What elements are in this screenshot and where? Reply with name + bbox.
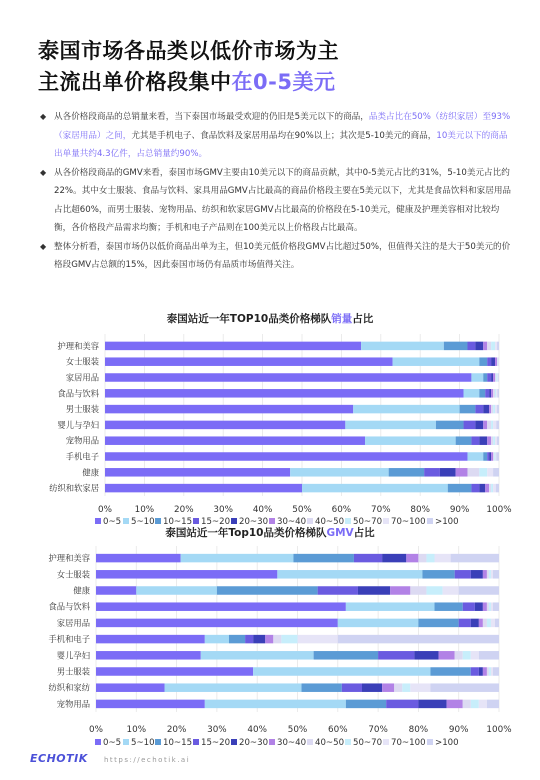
bar-segment-9 <box>497 436 499 445</box>
bar-segment-3 <box>467 342 475 351</box>
bar-segment-4 <box>475 342 483 351</box>
bar-segment-7 <box>281 635 297 644</box>
bar-segment-5 <box>485 484 489 493</box>
title-highlight: 在0-5美元 <box>231 70 336 94</box>
bar-segment-7 <box>463 651 471 660</box>
bar-segment-0 <box>96 667 253 676</box>
x-tick-label: 100% <box>486 725 512 735</box>
x-tick-label: 40% <box>247 725 267 735</box>
bar-segment-3 <box>455 570 471 579</box>
bar-segment-2 <box>293 554 353 563</box>
bullet-paragraph <box>40 238 512 275</box>
legend-swatch <box>231 739 237 745</box>
bar-segment-3 <box>386 700 418 709</box>
legend-label: 40~50 <box>315 738 345 748</box>
bar-segment-5 <box>390 586 410 595</box>
bar-segment-6 <box>487 570 489 579</box>
bar-segment-5 <box>483 421 487 430</box>
legend-label: 0~5 <box>103 517 122 527</box>
title-line-2: 主流出单价格段集中 <box>38 70 232 94</box>
x-tick-label: 80% <box>408 725 429 735</box>
bullet-paragraph <box>40 108 512 164</box>
bar-segment-3 <box>487 357 491 366</box>
bar-segment-4 <box>489 389 491 398</box>
legend-swatch <box>307 739 313 745</box>
bar-segment-0 <box>105 421 345 430</box>
bar-segment-1 <box>365 436 456 445</box>
bar-segment-2 <box>436 421 464 430</box>
bar-segment-7 <box>493 405 495 414</box>
bar-segment-2 <box>418 619 458 628</box>
brand-logo: ECHOTIK <box>30 752 88 765</box>
category-label: 护理和美容 <box>57 340 99 351</box>
category-label: 纺织和软家居 <box>49 483 99 494</box>
title-line-1: 泰国市场各品类以低价市场为主 <box>38 39 339 63</box>
bar-segment-6 <box>394 683 402 692</box>
category-label: 纺织和家纺 <box>48 682 90 693</box>
bar-segment-6 <box>491 436 493 445</box>
bar-segment-3 <box>459 619 471 628</box>
bullet-text: 整体分析看，泰国市场仍以低价商品出单为主，但10美元低价格段GMV占比超过50%，但值得关注的是大于50美元的价格段GMV占总额的15%，因此泰国市场仍有品质市场值得关注。 <box>54 241 511 270</box>
bar-segment-9 <box>496 421 499 430</box>
bullet-marker: ◆ <box>40 167 47 177</box>
footer-url: https://echotik.ai <box>104 756 191 764</box>
bar-segment-0 <box>96 570 277 579</box>
bar-segment-6 <box>489 484 491 493</box>
bar-segment-8 <box>491 619 495 628</box>
bar-segment-0 <box>96 683 165 692</box>
legend-label: 5~10 <box>131 517 155 527</box>
legend-label: 0~5 <box>103 738 122 748</box>
x-tick-label: 100% <box>486 505 512 515</box>
bar-segment-2 <box>460 405 476 414</box>
bar-segment-0 <box>105 484 302 493</box>
bar-segment-4 <box>479 667 483 676</box>
bar-segment-2 <box>229 635 245 644</box>
bar-segment-9 <box>495 619 499 628</box>
bar-segment-4 <box>440 468 456 477</box>
bar-segment-1 <box>253 667 430 676</box>
category-label: 男士服装 <box>56 666 90 677</box>
bar-segment-3 <box>471 667 479 676</box>
bar-segment-0 <box>105 436 365 445</box>
legend-label: 20~30 <box>239 517 269 527</box>
bar-segment-9 <box>497 405 499 414</box>
bar-segment-8 <box>495 436 497 445</box>
bar-segment-3 <box>487 452 489 461</box>
bar-segment-9 <box>498 373 499 382</box>
bar-segment-1 <box>302 484 448 493</box>
bullet-highlight-text: 10美元以下的商品出单量共约4.3亿件，占总销量约90%。 <box>54 130 508 159</box>
category-label: 健康 <box>73 585 90 596</box>
bar-segment-5 <box>406 554 418 563</box>
bar-segment-0 <box>105 468 290 477</box>
bar-segment-5 <box>456 468 468 477</box>
bar-segment-4 <box>479 436 487 445</box>
bar-segment-4 <box>358 586 390 595</box>
bar-segment-0 <box>105 357 393 366</box>
bar-segment-3 <box>464 421 476 430</box>
bar-segment-2 <box>430 667 470 676</box>
bar-segment-0 <box>105 373 471 382</box>
bar-segment-4 <box>475 421 483 430</box>
legend-label: 10~15 <box>163 517 193 527</box>
bar-segment-2 <box>444 342 468 351</box>
bar-segment-5 <box>479 619 483 628</box>
bar-segment-3 <box>318 586 358 595</box>
bar-segment-9 <box>493 667 499 676</box>
bar-segment-5 <box>382 683 394 692</box>
bar-segment-4 <box>471 619 479 628</box>
bar-segment-0 <box>105 389 464 398</box>
legend-label: 10~15 <box>163 738 193 748</box>
bar-segment-8 <box>493 484 496 493</box>
bar-segment-6 <box>493 452 494 461</box>
bar-segment-8 <box>298 635 338 644</box>
bar-segment-5 <box>487 436 491 445</box>
bar-segment-7 <box>402 683 410 692</box>
bar-segment-5 <box>493 373 495 382</box>
bullet-marker: ◆ <box>40 112 47 121</box>
bar-segment-0 <box>96 635 205 644</box>
bar-segment-6 <box>467 468 479 477</box>
bar-segment-3 <box>378 651 414 660</box>
bar-segment-8 <box>495 342 497 351</box>
bar-segment-2 <box>483 373 487 382</box>
legend-swatch <box>95 739 101 745</box>
x-tick-label: 10% <box>134 505 155 515</box>
bar-segment-2 <box>479 357 487 366</box>
bar-segment-8 <box>491 570 493 579</box>
bar-segment-5 <box>495 357 497 366</box>
bullet-paragraph <box>40 164 512 238</box>
bar-segment-9 <box>493 602 499 611</box>
bar-segment-1 <box>136 586 217 595</box>
category-label: 健康 <box>82 467 99 478</box>
bar-segment-1 <box>205 635 229 644</box>
x-tick-label: 0% <box>89 725 103 735</box>
bar-segment-8 <box>495 405 497 414</box>
bar-segment-3 <box>245 635 253 644</box>
bar-segment-3 <box>354 554 382 563</box>
bar-segment-0 <box>96 700 205 709</box>
category-label: 男士服装 <box>65 404 99 415</box>
x-tick-label: 90% <box>448 725 469 735</box>
x-tick-label: 0% <box>98 505 112 515</box>
category-label: 女士服装 <box>65 356 99 367</box>
chart-title-highlight: 销量 <box>331 313 353 325</box>
bar-segment-1 <box>471 373 483 382</box>
category-label: 家居用品 <box>56 617 90 628</box>
bar-segment-9 <box>496 484 499 493</box>
bar-segment-9 <box>497 342 499 351</box>
category-label: 女士服装 <box>56 569 90 580</box>
bar-segment-4 <box>382 554 406 563</box>
bar-segment-9 <box>338 635 499 644</box>
bar-segment-0 <box>96 602 346 611</box>
bar-segment-5 <box>483 570 487 579</box>
bar-segment-9 <box>493 570 499 579</box>
bar-segment-0 <box>105 452 467 461</box>
bar-segment-2 <box>435 602 463 611</box>
legend-swatch <box>123 739 129 745</box>
category-label: 宠物用品 <box>65 435 99 446</box>
bar-segment-7 <box>491 484 493 493</box>
bar-segment-2 <box>389 468 424 477</box>
bar-segment-4 <box>471 570 483 579</box>
bar-segment-2 <box>479 389 485 398</box>
bar-segment-4 <box>479 484 485 493</box>
bar-segment-4 <box>253 635 265 644</box>
bar-segment-9 <box>497 389 499 398</box>
bar-segment-1 <box>345 421 436 430</box>
bar-segment-4 <box>491 373 493 382</box>
bar-segment-1 <box>338 619 419 628</box>
legend-label: 15~20 <box>201 517 231 527</box>
bar-segment-1 <box>393 357 480 366</box>
x-tick-label: 60% <box>328 725 348 735</box>
bar-segment-7 <box>489 667 491 676</box>
category-label: 家居用品 <box>65 372 99 383</box>
bar-segment-1 <box>205 700 346 709</box>
bar-segment-0 <box>96 619 338 628</box>
x-tick-label: 30% <box>213 505 233 515</box>
bar-segment-0 <box>96 586 136 595</box>
bar-segment-7 <box>489 602 491 611</box>
bar-segment-7 <box>493 436 495 445</box>
category-label: 手机和电子 <box>48 634 90 645</box>
x-tick-label: 50% <box>287 725 308 735</box>
bar-segment-6 <box>410 586 426 595</box>
gmv-share-chart <box>0 520 540 748</box>
bar-segment-2 <box>422 570 454 579</box>
bar-segment-1 <box>277 570 422 579</box>
bar-segment-6 <box>487 667 489 676</box>
bar-segment-6 <box>487 342 491 351</box>
bar-segment-7 <box>426 586 442 595</box>
bar-segment-4 <box>475 602 483 611</box>
bar-segment-3 <box>485 389 489 398</box>
bar-segment-2 <box>346 700 386 709</box>
bar-segment-6 <box>418 554 426 563</box>
bar-segment-1 <box>464 389 480 398</box>
bar-segment-7 <box>487 619 491 628</box>
bar-segment-5 <box>483 342 487 351</box>
chart-title-suffix: 占比 <box>353 527 375 539</box>
legend-label: 5~10 <box>131 738 155 748</box>
bar-segment-4 <box>483 405 489 414</box>
bar-segment-5 <box>483 667 487 676</box>
bar-segment-5 <box>265 635 273 644</box>
bar-segment-5 <box>489 405 491 414</box>
bar-segment-6 <box>491 405 493 414</box>
bar-segment-8 <box>491 602 493 611</box>
bar-segment-0 <box>96 651 201 660</box>
bar-segment-3 <box>342 683 362 692</box>
bar-segment-7 <box>491 342 495 351</box>
bullet-text: 尤其是手机电子、食品饮料及家居用品均在90%以上；其次是5-10美元的商品， <box>131 130 437 141</box>
bar-segment-0 <box>105 405 353 414</box>
chart-title <box>165 526 375 539</box>
legend-label: 15~20 <box>201 738 231 748</box>
legend-label: >100 <box>435 738 459 748</box>
bar-segment-3 <box>424 468 440 477</box>
x-tick-label: 10% <box>126 725 147 735</box>
legend-label: >100 <box>435 517 459 527</box>
x-tick-label: 90% <box>449 505 470 515</box>
legend-label: 70~100 <box>391 738 426 748</box>
category-label: 婴儿孕妇 <box>56 650 90 661</box>
bullet-highlight-text: 品类占比在50%（纺织家居）至93%（家居用品）之间， <box>54 112 511 141</box>
bar-segment-1 <box>201 651 314 660</box>
x-tick-label: 20% <box>174 505 194 515</box>
category-label: 护理和美容 <box>48 553 90 564</box>
bar-segment-6 <box>495 373 496 382</box>
bar-segment-5 <box>447 700 463 709</box>
legend-swatch <box>193 739 199 745</box>
category-label: 食品与饮料 <box>57 388 99 399</box>
bar-segment-7 <box>479 468 487 477</box>
legend-label: 70~100 <box>391 517 426 527</box>
bar-segment-1 <box>467 452 483 461</box>
bar-segment-4 <box>414 651 438 660</box>
bar-segment-2 <box>217 586 318 595</box>
bar-segment-6 <box>487 421 491 430</box>
bar-segment-8 <box>435 554 451 563</box>
chart-title-suffix: 占比 <box>352 313 374 325</box>
bar-segment-7 <box>495 389 496 398</box>
bar-segment-8 <box>491 667 493 676</box>
bar-segment-9 <box>430 683 499 692</box>
bar-segment-2 <box>456 436 472 445</box>
bar-segment-5 <box>491 452 493 461</box>
bar-segment-2 <box>302 683 342 692</box>
x-tick-label: 30% <box>207 725 227 735</box>
bar-segment-2 <box>314 651 378 660</box>
bar-segment-9 <box>479 651 499 660</box>
bar-segment-9 <box>451 554 499 563</box>
category-label: 宠物用品 <box>56 698 90 709</box>
bar-segment-1 <box>165 683 302 692</box>
bar-segment-3 <box>463 602 475 611</box>
legend-swatch <box>269 739 275 745</box>
bar-segment-3 <box>475 405 483 414</box>
bar-segment-4 <box>491 357 495 366</box>
legend-label: 30~40 <box>277 517 307 527</box>
bar-segment-7 <box>426 554 434 563</box>
bar-segment-7 <box>471 700 479 709</box>
chart-title <box>167 312 374 325</box>
bar-segment-7 <box>496 373 497 382</box>
footer <box>30 752 190 765</box>
bar-segment-8 <box>471 651 479 660</box>
page-title <box>38 36 339 98</box>
legend-swatch <box>427 739 433 745</box>
bar-segment-8 <box>497 373 498 382</box>
bar-segment-9 <box>487 700 499 709</box>
legend-swatch <box>345 739 351 745</box>
bar-segment-7 <box>489 570 491 579</box>
bar-segment-6 <box>273 635 281 644</box>
bar-segment-8 <box>479 700 487 709</box>
category-label: 食品与饮料 <box>48 601 90 612</box>
bar-segment-3 <box>471 484 479 493</box>
bar-segment-6 <box>455 651 463 660</box>
legend-label: 50~70 <box>353 738 383 748</box>
bar-segment-1 <box>181 554 294 563</box>
bar-segment-8 <box>443 586 459 595</box>
category-label: 婴儿与孕妇 <box>57 419 99 430</box>
bar-segment-4 <box>489 452 491 461</box>
x-tick-label: 40% <box>252 505 273 515</box>
bar-segment-8 <box>487 468 493 477</box>
bar-segment-9 <box>459 586 499 595</box>
legend-swatch <box>383 739 389 745</box>
bullet-text: 从各价格段商品的总销量来看，当下泰国市场最受欢迎的仍旧是5美元以下的商品， <box>54 112 369 122</box>
bar-segment-1 <box>361 342 444 351</box>
bar-segment-1 <box>353 405 459 414</box>
sales-share-chart <box>0 312 540 527</box>
bar-segment-6 <box>463 700 471 709</box>
bar-segment-4 <box>418 700 446 709</box>
bullet-marker: ◆ <box>40 241 47 251</box>
x-tick-label: 20% <box>166 725 187 735</box>
legend-label: 30~40 <box>277 738 307 748</box>
x-tick-label: 80% <box>410 505 430 515</box>
bar-segment-2 <box>483 452 487 461</box>
bar-segment-3 <box>471 436 479 445</box>
summary-bullets <box>40 108 512 275</box>
bar-segment-8 <box>493 421 496 430</box>
x-tick-label: 70% <box>368 725 388 735</box>
bar-segment-1 <box>290 468 389 477</box>
bar-segment-9 <box>496 452 499 461</box>
chart-title-text: 泰国站近一年Top10品类价格梯队 <box>165 527 327 539</box>
bar-segment-9 <box>493 468 499 477</box>
bar-segment-2 <box>448 484 472 493</box>
bar-segment-7 <box>494 452 495 461</box>
bar-segment-3 <box>487 373 491 382</box>
bullet-text: 从各价格段商品的GMV来看，泰国市场GMV主要由10美元以下的商品贡献，其中0-5美元占比约31%，5-10美元占比约22%。其中女士服装、食品与饮料、家具用品GMV占比最高的商品价格段主要在5美元以下，尤其是食品饮料和家居用品占比超60%，而男士服装、宠物用品、纺织和软家居GMV占比最高的价格段在5-10美元，健康及护理美容相对比较均衡，各价格段产品需求均衡；手机和电子产品则在100美元以上价格段占比最高。 <box>54 167 512 233</box>
bar-segment-0 <box>96 554 181 563</box>
legend-label: 40~50 <box>315 517 345 527</box>
bar-segment-6 <box>497 357 498 366</box>
bar-segment-5 <box>439 651 455 660</box>
chart-title-text: 泰国站近一年TOP10品类价格梯队 <box>166 313 332 325</box>
bar-segment-6 <box>493 389 495 398</box>
legend-label: 20~30 <box>239 738 269 748</box>
bar-segment-8 <box>495 452 496 461</box>
bar-segment-6 <box>487 602 489 611</box>
bar-segment-6 <box>483 619 487 628</box>
bar-segment-0 <box>105 342 361 351</box>
bar-segment-5 <box>483 602 487 611</box>
x-tick-label: 60% <box>331 505 352 515</box>
x-tick-label: 70% <box>371 505 391 515</box>
x-tick-label: 50% <box>292 505 312 515</box>
bar-segment-5 <box>491 389 493 398</box>
legend-swatch <box>155 739 161 745</box>
category-label: 手机电子 <box>65 451 99 462</box>
legend-label: 50~70 <box>353 517 383 527</box>
bar-segment-7 <box>491 421 493 430</box>
bar-segment-8 <box>496 389 497 398</box>
bar-segment-4 <box>362 683 382 692</box>
bar-segment-8 <box>410 683 430 692</box>
bar-segment-1 <box>346 602 435 611</box>
chart-title-highlight: GMV <box>326 527 354 539</box>
